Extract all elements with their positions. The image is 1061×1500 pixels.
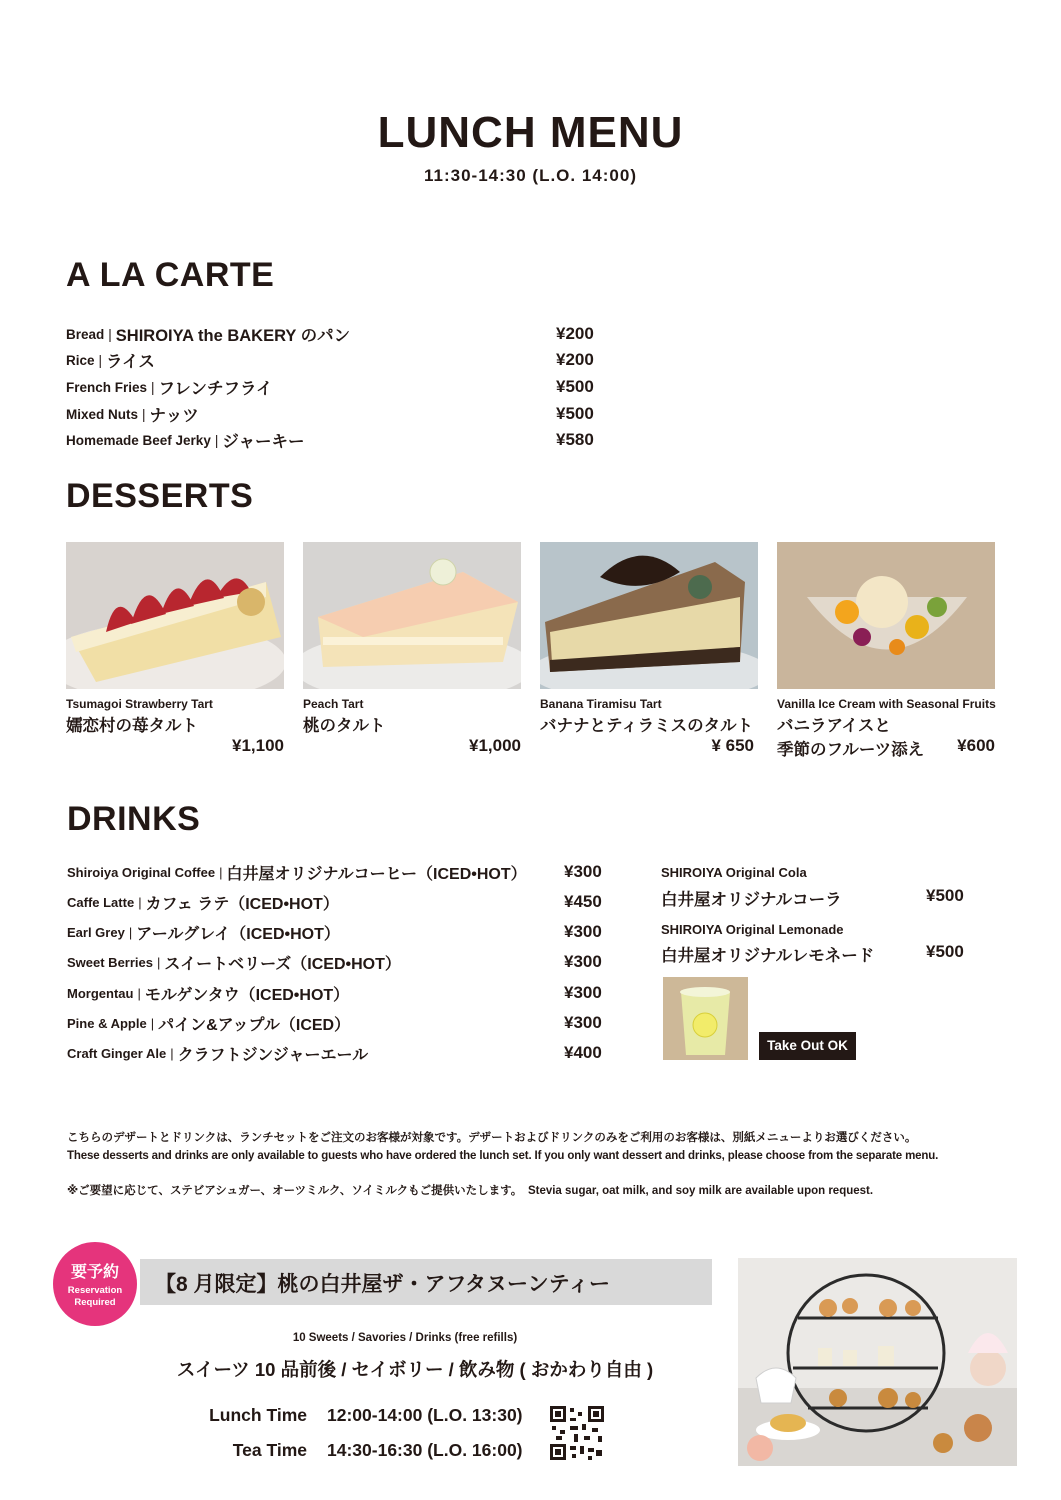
- lemonade-price: ¥500: [926, 942, 964, 961]
- drink-jp: アールグレイ（ICED•HOT）: [136, 925, 340, 943]
- cola-price: ¥500: [926, 886, 964, 905]
- drink-row: [67, 858, 612, 886]
- dessert-name-jp: 桃のタルト: [303, 717, 386, 735]
- item-jp: ナッツ: [149, 407, 199, 425]
- drink-en: Craft Ginger Ale: [67, 1045, 167, 1061]
- drink-price: ¥300: [564, 922, 602, 941]
- badge-en: [53, 1285, 137, 1309]
- reservation-badge: [53, 1242, 137, 1326]
- cola-en: SHIROIYA Original Cola: [661, 865, 807, 880]
- drink-en: Earl Grey: [67, 924, 125, 940]
- dessert-name-en: Tsumagoi Strawberry Tart: [66, 697, 213, 711]
- item-price: ¥200: [556, 324, 594, 343]
- drink-row: [67, 888, 612, 916]
- item-en: French Fries: [66, 379, 148, 395]
- dessert-name-en: Vanilla Ice Cream with Seasonal Fruits: [777, 697, 996, 711]
- lemonade-jp: 白井屋オリジナルレモネード: [661, 947, 875, 965]
- dessert-name-en: Banana Tiramisu Tart: [540, 697, 662, 711]
- separator: |: [214, 432, 219, 448]
- drink-price: ¥300: [564, 983, 602, 1002]
- drink-en: Sweet Berries: [67, 954, 153, 970]
- drink-row: [67, 918, 612, 946]
- separator: |: [137, 985, 141, 1001]
- lemonade-photo: [663, 977, 748, 1060]
- item-en: Bread: [66, 326, 105, 342]
- afternoon-tea-title: 【8 月限定】桃の白井屋ザ・アフタヌーンティー: [155, 1273, 610, 1296]
- dessert-price: ¥ 650: [711, 736, 754, 755]
- item-jp: ライス: [106, 353, 155, 371]
- lunch-time-value: 12:00-14:00 (L.O. 13:30): [327, 1405, 523, 1425]
- item-en: Homemade Beef Jerky: [66, 432, 211, 448]
- lunch-time-label: Lunch Time: [209, 1405, 307, 1425]
- lemonade-en: SHIROIYA Original Lemonade: [661, 922, 844, 937]
- alacarte-row: [66, 374, 606, 400]
- item-jp: フレンチフライ: [158, 380, 273, 398]
- tea-time-label: Tea Time: [232, 1440, 307, 1460]
- separator: |: [128, 924, 133, 940]
- cola-jp: 白井屋オリジナルコーラ: [661, 891, 842, 909]
- note-jp: こちらのデザートとドリンクは、ランチセットをご注文のお客様が対象です。デザートおよびドリンクのみをご利用のお客様は、別紙メニューよりお選びください。: [67, 1132, 917, 1144]
- alacarte-row: [66, 347, 606, 373]
- peach-tart-photo: [303, 542, 521, 689]
- drink-price: ¥450: [564, 892, 602, 911]
- item-price: ¥200: [556, 350, 594, 369]
- drink-jp: スイートベリーズ（ICED•HOT）: [164, 955, 401, 973]
- drink-price: ¥400: [564, 1043, 602, 1062]
- alacarte-heading: A LA CARTE: [66, 256, 275, 294]
- alacarte-row: [66, 401, 606, 427]
- drink-jp: モルゲンタウ（ICED•HOT）: [144, 986, 350, 1004]
- separator: |: [108, 326, 112, 342]
- drink-row: [67, 979, 612, 1007]
- separator: |: [170, 1045, 174, 1061]
- banana-tiramisu-tart-photo: [540, 542, 758, 689]
- separator: |: [150, 1015, 155, 1031]
- drink-price: ¥300: [564, 952, 602, 971]
- drink-jp: クラフトジンジャーエール: [177, 1046, 369, 1064]
- drinks-heading: DRINKS: [67, 800, 201, 838]
- takeout-badge: Take Out OK: [759, 1032, 856, 1060]
- drink-price: ¥300: [564, 862, 602, 881]
- drink-row: [67, 948, 612, 976]
- separator: |: [151, 379, 155, 395]
- strawberry-tart-photo: [66, 542, 284, 689]
- dessert-name-jp: 嬬恋村の苺タルト: [66, 717, 198, 735]
- dessert-name-jp-line2: 季節のフルーツ添え: [777, 741, 925, 759]
- afternoon-tea-photo: [738, 1258, 1017, 1466]
- item-price: ¥580: [556, 430, 594, 449]
- separator: |: [142, 406, 146, 422]
- page-title: LUNCH MENU: [377, 108, 684, 157]
- separator: |: [138, 894, 142, 910]
- item-price: ¥500: [556, 377, 594, 396]
- dessert-price: ¥600: [957, 736, 995, 755]
- item-en: Mixed Nuts: [66, 406, 139, 422]
- qr-code-icon[interactable]: [550, 1406, 604, 1460]
- desserts-heading: DESSERTS: [66, 477, 254, 515]
- drink-jp: 白井屋オリジナルコーヒー（ICED•HOT）: [226, 865, 527, 883]
- alacarte-row: [66, 427, 606, 453]
- dessert-name-jp: バニラアイスと: [777, 717, 891, 735]
- separator: |: [157, 954, 161, 970]
- drink-row: [67, 1039, 612, 1067]
- dessert-price: ¥1,000: [469, 736, 521, 755]
- dessert-name-jp: バナナとティラミスのタルト: [540, 717, 754, 735]
- item-jp: ジャーキー: [222, 433, 305, 451]
- afternoon-tea-sub-jp: スイーツ 10 品前後 / セイボリー / 飲み物 ( おかわり自由 ): [176, 1359, 654, 1380]
- drink-en: Shiroiya Original Coffee: [67, 864, 216, 880]
- item-price: ¥500: [556, 404, 594, 423]
- drink-en: Caffe Latte: [67, 894, 135, 910]
- badge-jp: 要予約: [70, 1264, 119, 1281]
- tea-time-value: 14:30-16:30 (L.O. 16:00): [327, 1440, 523, 1460]
- drink-price: ¥300: [564, 1013, 602, 1032]
- drink-row: [67, 1009, 612, 1037]
- drink-en: Pine & Apple: [67, 1015, 147, 1031]
- afternoon-tea-sub-en: 10 Sweets / Savories / Drinks (free refills): [292, 1332, 518, 1344]
- item-jp: SHIROIYA the BAKERY のパン: [115, 327, 351, 345]
- lunch-hours: 11:30-14:30 (L.O. 14:00): [424, 166, 637, 185]
- separator: |: [219, 864, 223, 880]
- dessert-name-en: Peach Tart: [303, 697, 364, 711]
- drink-en: Morgentau: [67, 985, 134, 1001]
- vanilla-ice-cream-photo: [777, 542, 995, 689]
- dessert-price: ¥1,100: [232, 736, 284, 755]
- badge-en-line2: Required: [74, 1297, 116, 1308]
- drink-jp: パイン&アップル（ICED）: [158, 1016, 351, 1034]
- note-milk: ※ご要望に応じて、ステビアシュガー、オーツミルク、ソイミルクもご提供いたします。 Stevia sugar, oat milk, and soy milk are available upon request.: [67, 1185, 874, 1197]
- alacarte-row: [66, 321, 606, 347]
- drink-jp: カフェ ラテ（ICED•HOT）: [145, 895, 339, 913]
- separator: |: [98, 352, 103, 368]
- badge-en-line1: Reservation: [67, 1285, 123, 1296]
- note-en: These desserts and drinks are only available to guests who have ordered the lunch set. If you only want dessert and drinks, please choose from the separate menu.: [67, 1150, 939, 1162]
- item-en: Rice: [66, 352, 95, 368]
